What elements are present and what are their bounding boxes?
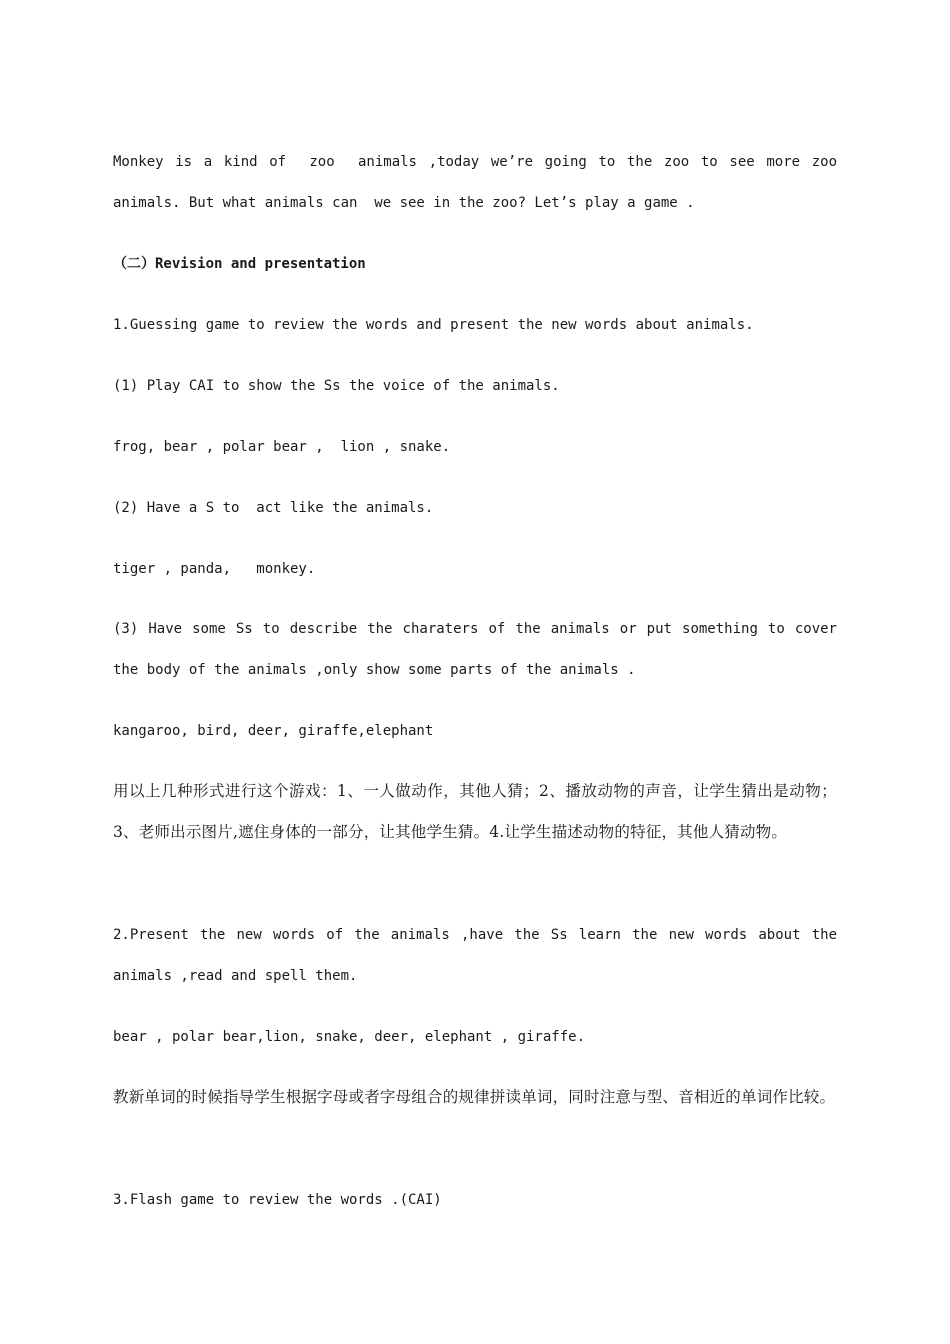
- paragraph-guessing-game: 1.Guessing game to review the words and present the new words about animals.: [113, 317, 754, 333]
- paragraph-flash-game: 3.Flash game to review the words .(CAI): [113, 1192, 442, 1208]
- paragraph-step-3: (3) Have some Ss to describe the charaters of the animals or put something to cover the body of the animals ,only show some parts of the animals .: [113, 621, 846, 678]
- paragraph-word-list-4: bear , polar bear,lion, snake, deer, elephant , giraffe.: [113, 1029, 586, 1045]
- paragraph-present-words: 2.Present the new words of the animals ,have the Ss learn the new words about the animals ,read and spell them.: [113, 927, 846, 984]
- paragraph-word-list-3: kangaroo, bird, deer, giraffe,elephant: [113, 723, 434, 739]
- paragraph-step-2: (2) Have a S to act like the animals.: [113, 500, 434, 516]
- paragraph-word-list-2: tiger , panda, monkey.: [113, 561, 316, 577]
- paragraph-step-1: (1) Play CAI to show the Ss the voice of the animals.: [113, 378, 560, 394]
- paragraph-word-list-1: frog, bear , polar bear , lion , snake.: [113, 439, 451, 455]
- paragraph-chinese-game-notes: 用以上几种形式进行这个游戏：1、一人做动作，其他人猜；2、播放动物的声音，让学生猜出是动物；3、老师出示图片,遮住身体的一部分，让其他学生猜。4.让学生描述动物的特征，其他人猜动物。: [113, 782, 837, 841]
- paragraph-intro: Monkey is a kind of zoo animals ,today we’re going to the zoo to see more zoo animals. But what animals can we see in the zoo? Let’s play a game .: [113, 154, 846, 211]
- paragraph-chinese-teaching-notes: 教新单词的时候指导学生根据字母或者字母组合的规律拼读单词，同时注意与型、音相近的单词作比较。: [113, 1088, 836, 1106]
- section-heading: （二）Revision and presentation: [113, 256, 366, 272]
